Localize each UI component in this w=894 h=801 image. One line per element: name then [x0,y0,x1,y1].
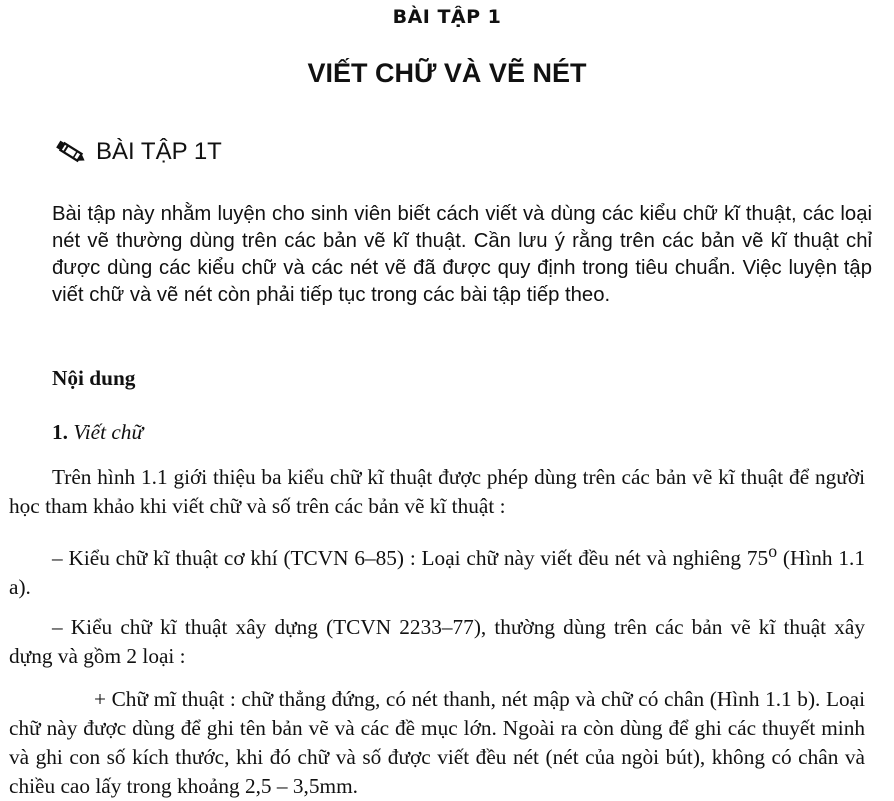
pencil-icon [54,139,88,165]
exercise-heading [54,138,222,166]
paragraph-art-font: + Chữ mĩ thuật : chữ thẳng đứng, có nét thanh, nét mập và chữ có chân (Hình 1.1 b). Loại chữ này được dùng để ghi tên bản vẽ và các đề mục lớn. Ngoài ra còn dùng để ghi các thuyết minh và ghi con số kích thước, khi đó chữ và số được viết đều nét (nét của ngòi bút), không có chân và chiều cao lấy trong khoảng 2,5 – 3,5mm. [9,687,865,798]
paragraph-fonts-intro: Trên hình 1.1 giới thiệu ba kiểu chữ kĩ thuật được phép dùng trên các bản vẽ kĩ thuật để người học tham khảo khi viết chữ và số trên các bản vẽ kĩ thuật : [9,465,865,518]
intro-paragraph: Bài tập này nhằm luyện cho sinh viên biết cách viết và dùng các kiểu chữ kĩ thuật, các loại nét vẽ thường dùng trên các bản vẽ kĩ thuật. Cần lưu ý rằng trên các bản vẽ kĩ thuật chỉ được dùng các kiểu chữ và các nét vẽ đã được quy định trong tiêu chuẩn. Việc luyện tập viết chữ và vẽ nét còn phải tiếp tục trong các bài tập tiếp theo. [52,203,872,306]
section-number: 1. [52,420,68,444]
paragraph-construction-font: – Kiểu chữ kĩ thuật xây dựng (TCVN 2233–77), thường dùng trên các bản vẽ kĩ thuật xây dựng và gồm 2 loại : [9,615,865,668]
paragraph-mechanical-ref: (Hình 1.1 a). [9,546,865,600]
paragraph-mechanical-font [9,537,865,602]
paragraph-mechanical-text: – Kiểu chữ kĩ thuật cơ khí (TCVN 6–85) : Loại chữ này viết đều nét và nghiêng 75 [52,546,769,571]
section-title: Viết chữ [73,420,144,444]
page-title: VIẾT CHỮ VÀ VẼ NÉT [307,58,587,88]
content-heading: Nội dung [52,366,136,390]
exercise-label: BÀI TẬP 1T [96,138,222,165]
section-heading [52,420,143,445]
chapter-title: BÀI TẬP 1 [392,6,502,28]
degree-superscript: o [768,541,778,561]
